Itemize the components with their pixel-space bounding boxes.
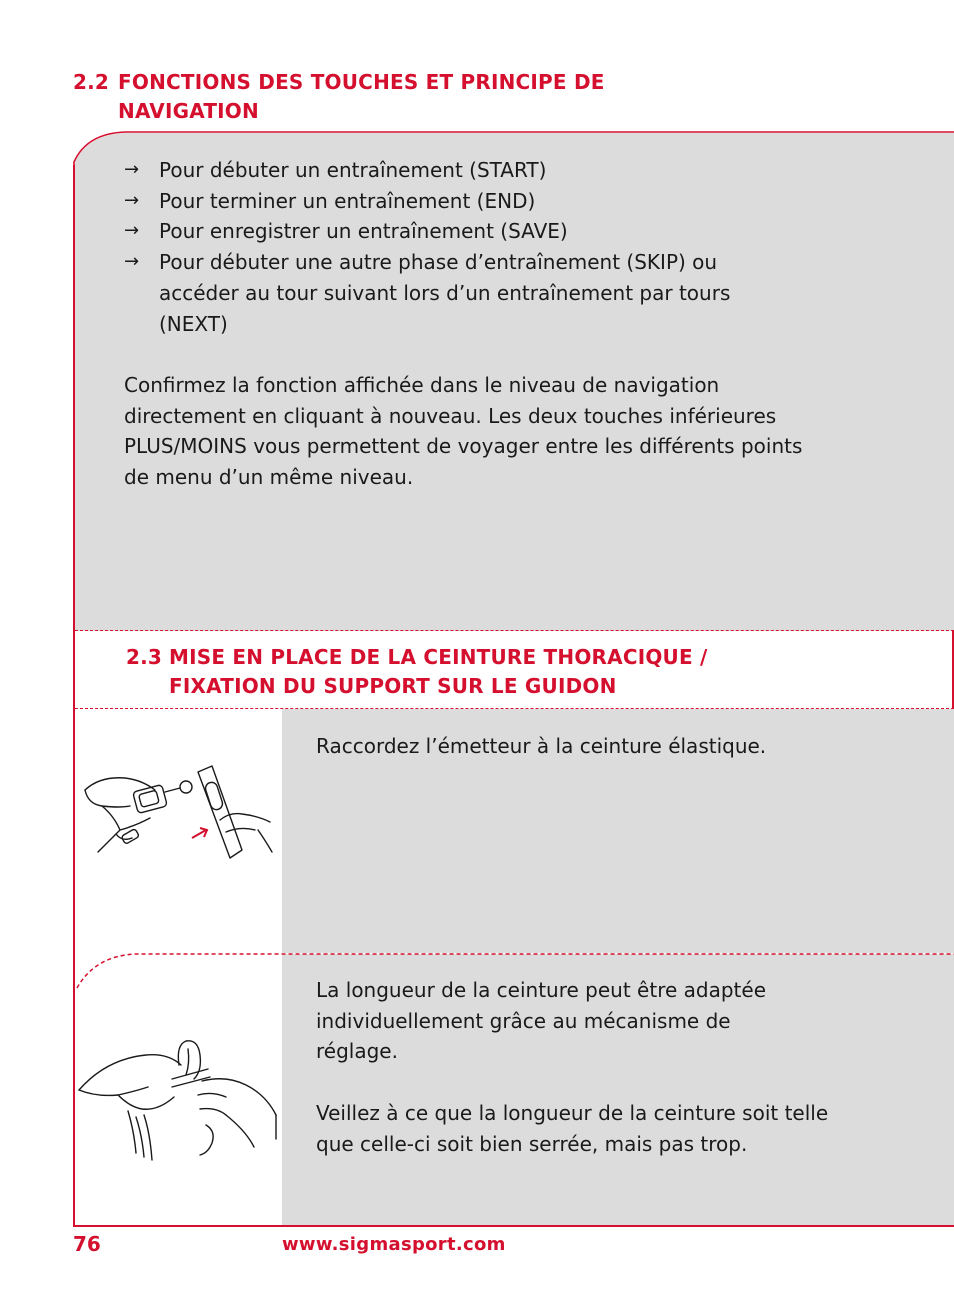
frame-left-border [73,165,75,1226]
website-link[interactable]: www.sigmasport.com [282,1234,506,1255]
list-item: → Pour débuter une autre phase d’entraînement (SKIP) ou accéder au tour suivant lors d’un entraînement par tours (NEXT) [124,247,779,339]
section-2-3-number: 2.3 [126,645,163,669]
arrow-right-icon: → [124,220,140,242]
section-2-2-heading [73,68,605,126]
navigation-paragraph: Confirmez la fonction affichée dans le niveau de navigation directement en cliquant à nouveau. Les deux touches inférieures PLUS/MOINS vous permettent de voyager entre les différents points de menu d’un même niveau. [124,373,803,490]
dashed-divider [75,630,954,631]
section-2-2-title-line1: FONCTIONS DES TOUCHES ET PRINCIPE DE [118,70,605,94]
list-item: → Pour débuter un entraînement (START) [124,155,824,186]
step2-text-1: La longueur de la ceinture peut être adaptée individuellement grâce au mécanisme de réglage. [316,978,766,1064]
function-list [124,155,824,339]
step1-text: Raccordez l’émetteur à la ceinture élastique. [316,734,767,758]
step2-text-2: Veillez à ce que la longueur de la ceinture soit telle que celle-ci soit bien serrée, mais pas trop. [316,1101,829,1156]
list-item: → Pour enregistrer un entraînement (SAVE) [124,216,824,247]
arrow-right-icon: → [124,189,140,211]
page-number: 76 [73,1232,101,1256]
dashed-divider [75,708,954,709]
section-2-2-title-line2: NAVIGATION [118,99,259,123]
arrow-right-icon: → [124,159,140,180]
list-item: → Pour terminer un entraînement (END) [124,186,824,217]
hands-connect-transmitter-illustration [80,760,280,870]
section-2-3-heading [126,643,708,701]
section-2-2-number: 2.2 [73,70,110,94]
section-2-3-title-line1: MISE EN PLACE DE LA CEINTURE THORACIQUE / [169,645,708,669]
section-2-3-title-line2: FIXATION DU SUPPORT SUR LE GUIDON [169,674,617,698]
arrow-right-icon: → [124,251,140,273]
frame-bottom-border [73,1225,954,1227]
heading-box-right-border [952,631,954,709]
hands-adjust-belt-illustration [76,1035,282,1170]
